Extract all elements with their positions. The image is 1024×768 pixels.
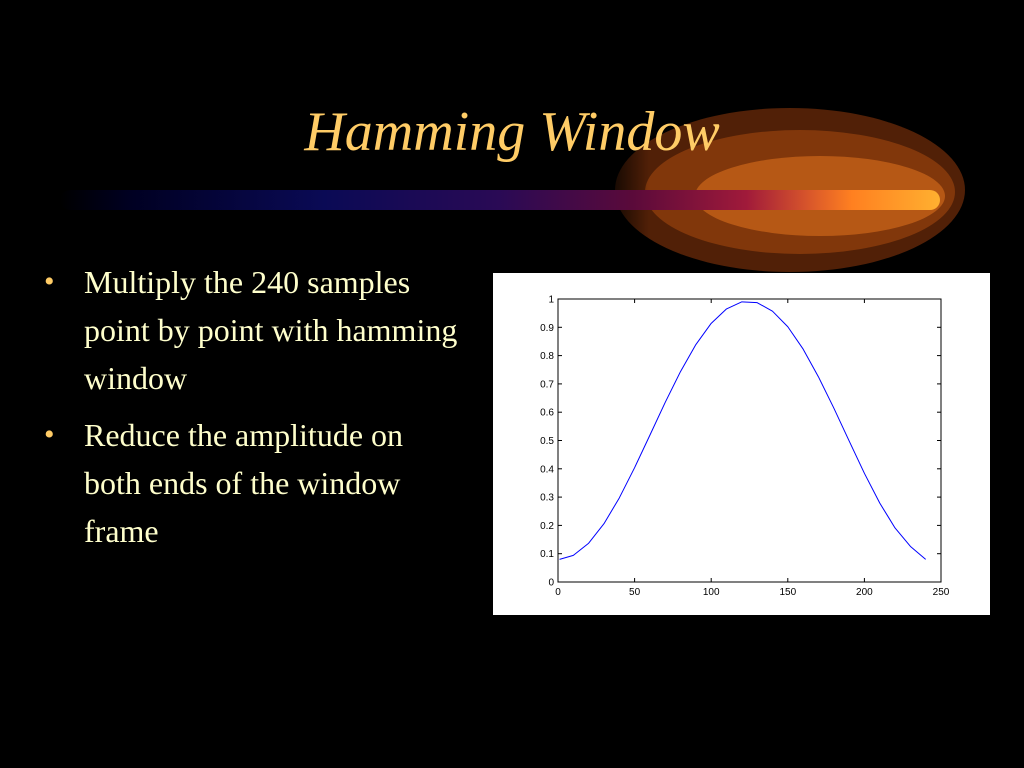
series-line	[560, 302, 926, 560]
x-tick-label: 200	[856, 587, 873, 598]
x-tick-label: 0	[555, 587, 561, 598]
x-tick-label: 250	[932, 587, 950, 598]
hamming-window-chart	[493, 273, 990, 615]
plot-frame	[558, 299, 941, 582]
bullet-item	[40, 411, 460, 555]
y-tick-label: 0.6	[540, 407, 554, 419]
y-tick-label: 0.1	[540, 549, 554, 561]
chart-panel	[493, 273, 990, 615]
gradient-stripe	[60, 190, 940, 210]
y-tick-label: 0.9	[540, 322, 554, 334]
y-tick-label: 0.7	[540, 379, 554, 391]
bullet-text: Reduce the amplitude on both ends of the window frame	[84, 417, 404, 549]
bullet-item	[40, 258, 460, 402]
bullet-list	[40, 258, 460, 564]
y-tick-label: 0.2	[540, 520, 554, 532]
y-tick-label: 0.5	[540, 436, 554, 447]
x-tick-label: 50	[629, 587, 641, 598]
y-tick-label: 0.8	[540, 351, 554, 363]
y-tick-label: 1	[548, 294, 554, 306]
x-tick-label: 100	[702, 587, 720, 598]
bullet-text: Multiply the 240 samples point by point with hamming window	[84, 264, 458, 396]
y-tick-label: 0.4	[540, 464, 554, 476]
bullet-dot-icon: •	[44, 418, 55, 451]
y-tick-label: 0	[548, 577, 554, 589]
y-tick-label: 0.3	[540, 492, 554, 504]
bullet-dot-icon: •	[44, 265, 55, 298]
slide-title: Hamming Window	[304, 101, 720, 163]
x-tick-label: 150	[779, 587, 797, 598]
